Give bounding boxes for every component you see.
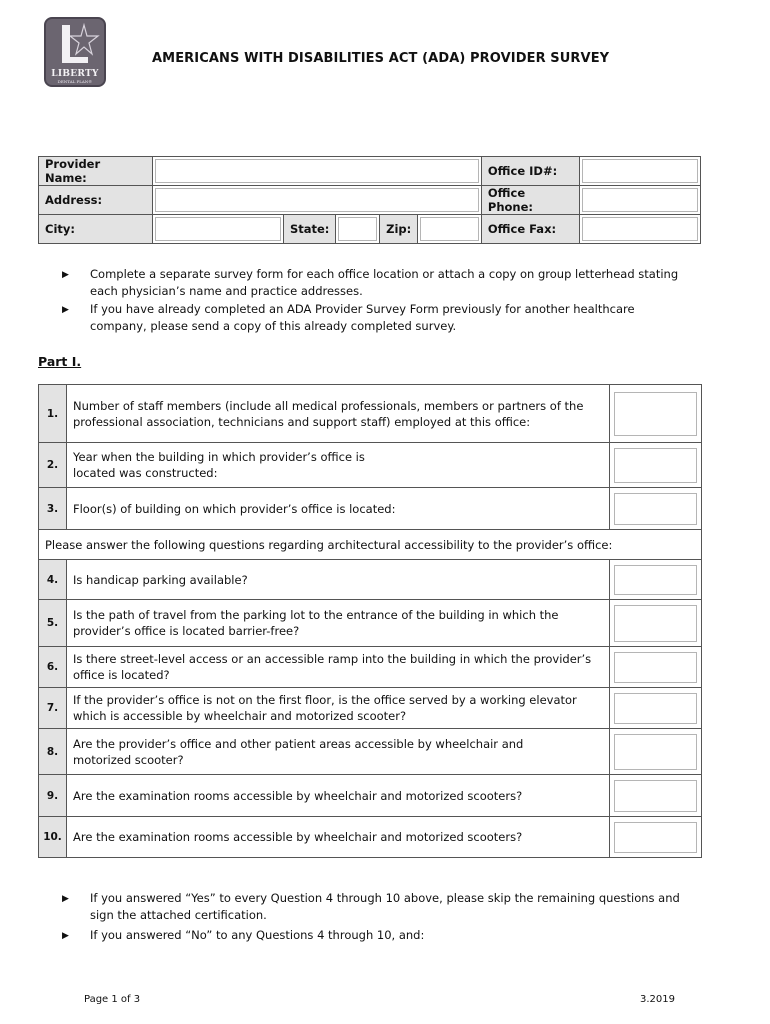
- address-label: Address:: [39, 186, 153, 215]
- list-item: ▶ If you answered “No” to any Questions 4 through 10, and:: [62, 927, 682, 945]
- answer-field[interactable]: [614, 448, 697, 483]
- page-number: Page 1 of 3: [84, 994, 141, 1005]
- answer-field[interactable]: [614, 693, 697, 724]
- list-item: ▶ Complete a separate survey form for each office location or attach a copy on group letterhead stating each physician’s name and practice addresses.: [62, 267, 679, 298]
- logo-star-emblem: [46, 19, 104, 71]
- table-row: [39, 560, 702, 600]
- intro-instructions: [62, 266, 682, 336]
- question-number: 7.: [39, 688, 67, 729]
- question-number: 3.: [39, 488, 67, 530]
- answer-field[interactable]: [614, 652, 697, 683]
- answer-field[interactable]: [614, 605, 697, 642]
- list-item: ▶ If you answered “Yes” to every Question 4 through 10 above, please skip the remaining questions and sign the attached certification.: [62, 891, 680, 922]
- provider-info-form: [38, 156, 701, 244]
- triangle-bullet-icon: ▶: [62, 894, 69, 904]
- answer-field[interactable]: [614, 822, 697, 853]
- state-label: State:: [283, 215, 335, 244]
- liberty-dental-logo: [44, 17, 106, 87]
- answer-field[interactable]: [614, 565, 697, 595]
- office-fax-field[interactable]: [582, 217, 698, 241]
- city-field[interactable]: [155, 217, 281, 241]
- table-row: [39, 443, 702, 488]
- question-number: 9.: [39, 775, 67, 817]
- table-row: [39, 530, 702, 560]
- architectural-note: Please answer the following questions regarding architectural accessibility to the provider’s office:: [39, 530, 702, 560]
- zip-field[interactable]: [420, 217, 479, 241]
- question-number: 1.: [39, 385, 67, 443]
- logo-subtitle: DENTAL PLAN®: [57, 79, 93, 84]
- question-text: Are the examination rooms accessible by wheelchair and motorized scooters?: [67, 817, 610, 858]
- office-fax-label: Office Fax:: [481, 215, 579, 244]
- table-row: [39, 775, 702, 817]
- question-number: 10.: [39, 817, 67, 858]
- provider-name-field[interactable]: [155, 159, 479, 183]
- document-title: AMERICANS WITH DISABILITIES ACT (ADA) PROVIDER SURVEY: [152, 51, 610, 66]
- question-text: Are the examination rooms accessible by wheelchair and motorized scooters?: [67, 775, 610, 817]
- provider-name-label: Provider Name:: [39, 157, 153, 186]
- triangle-bullet-icon: ▶: [62, 270, 69, 280]
- logo-name: LIBERTY: [51, 69, 99, 79]
- table-row: [39, 729, 702, 775]
- office-phone-field[interactable]: [582, 188, 698, 212]
- question-text: Are the provider’s office and other patient areas accessible by wheelchair and motorized scooter?: [73, 736, 524, 767]
- question-number: 5.: [39, 600, 67, 647]
- question-text: Floor(s) of building on which provider’s office is located:: [67, 488, 610, 530]
- question-number: 8.: [39, 729, 67, 775]
- part-heading: Part I.: [38, 354, 82, 369]
- question-text: If the provider’s office is not on the first floor, is the office served by a working elevator which is accessible by wheelchair and motorized scooter?: [67, 688, 610, 729]
- answer-field[interactable]: [614, 780, 697, 812]
- question-text: Is there street-level access or an accessible ramp into the building in which the provider’s office is located?: [67, 647, 610, 688]
- city-label: City:: [39, 215, 153, 244]
- address-field[interactable]: [155, 188, 479, 212]
- table-row: [39, 488, 702, 530]
- office-phone-label: Office Phone:: [481, 186, 579, 215]
- question-text: Is the path of travel from the parking lot to the entrance of the building in which the provider’s office is located barrier-free?: [67, 600, 610, 647]
- state-field[interactable]: [338, 217, 377, 241]
- question-text: Number of staff members (include all medical professionals, members or partners of the professional association, technicians and support staff) employed at this office:: [73, 398, 584, 429]
- triangle-bullet-icon: ▶: [62, 931, 69, 941]
- zip-label: Zip:: [380, 215, 418, 244]
- table-row: [39, 817, 702, 858]
- answer-field[interactable]: [614, 392, 697, 436]
- answer-field[interactable]: [614, 734, 697, 770]
- closing-instructions: [62, 890, 682, 947]
- table-row: [39, 385, 702, 443]
- table-row: [39, 600, 702, 647]
- survey-questions-table: [38, 384, 702, 858]
- table-row: [39, 647, 702, 688]
- question-number: 6.: [39, 647, 67, 688]
- office-id-label: Office ID#:: [481, 157, 579, 186]
- revision-date: 3.2019: [640, 994, 675, 1005]
- question-number: 2.: [39, 443, 67, 488]
- office-id-field[interactable]: [582, 159, 698, 183]
- question-number: 4.: [39, 560, 67, 600]
- table-row: [39, 688, 702, 729]
- triangle-bullet-icon: ▶: [62, 305, 69, 315]
- answer-field[interactable]: [614, 493, 697, 525]
- list-item: ▶ If you have already completed an ADA Provider Survey Form previously for another healthcare company, please send a copy of this already completed survey.: [62, 302, 635, 333]
- question-text: Is handicap parking available?: [67, 560, 610, 600]
- question-text: Year when the building in which provider’s office is located was constructed:: [73, 450, 365, 480]
